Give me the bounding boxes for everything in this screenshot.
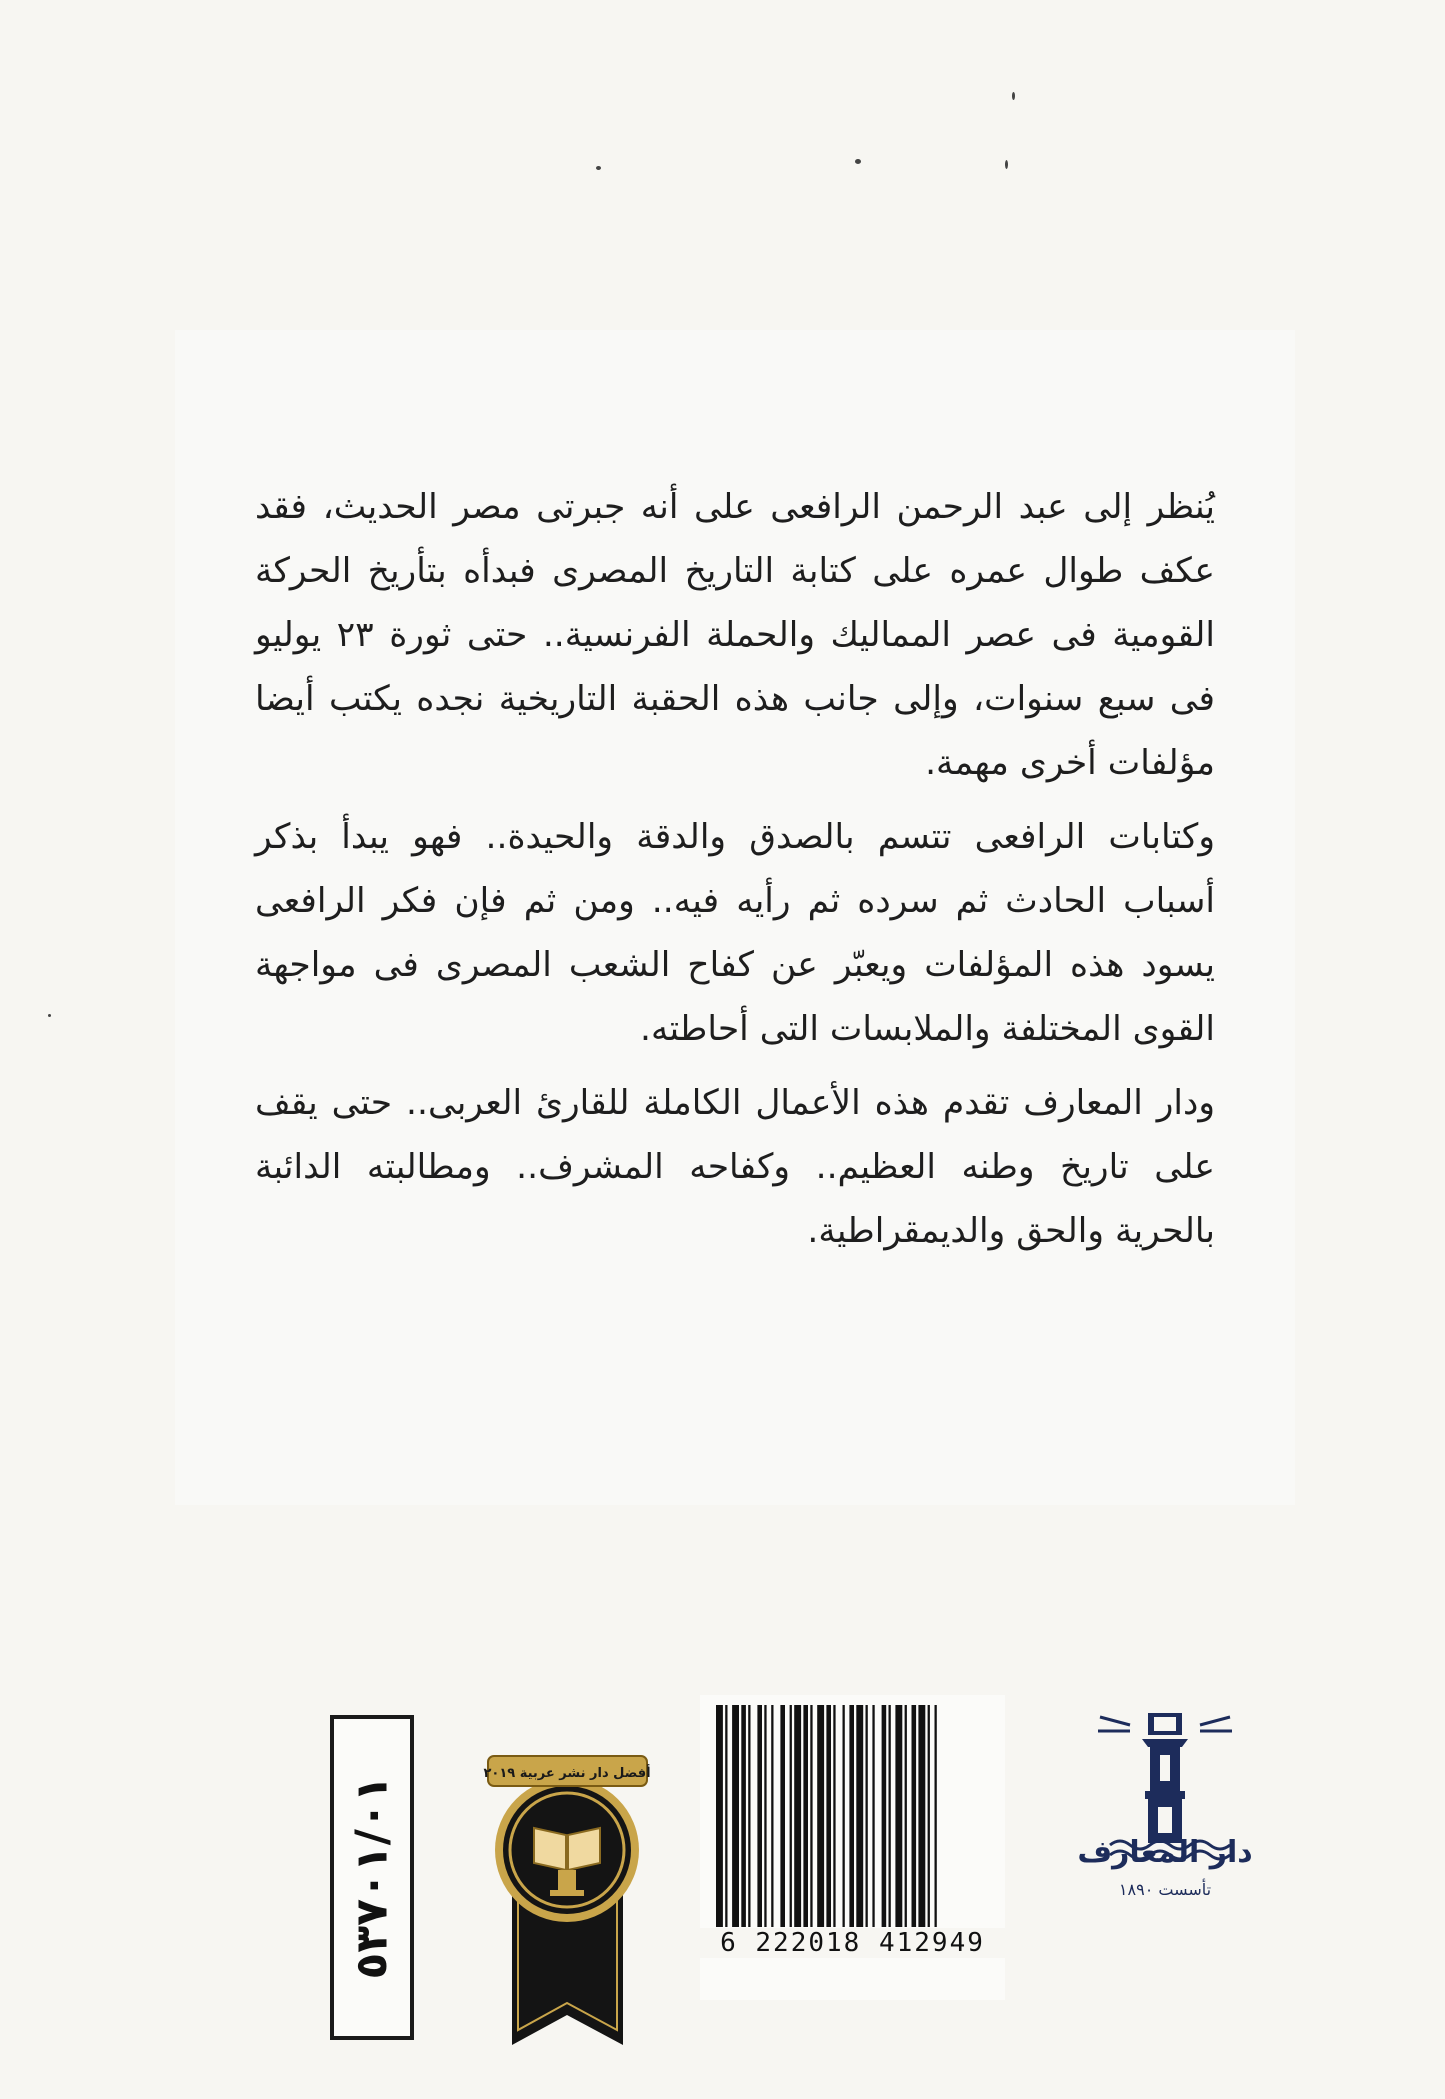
- barcode-bar: [872, 1705, 874, 1927]
- barcode-bar: [764, 1705, 766, 1927]
- barcode-bar: [817, 1705, 824, 1927]
- barcode-bar: [732, 1705, 739, 1927]
- speck: [1012, 92, 1015, 100]
- barcode-bar: [803, 1705, 808, 1927]
- barcode-bar: [912, 1705, 917, 1927]
- barcode-bar: [716, 1705, 723, 1927]
- barcode-bar: [843, 1705, 845, 1927]
- blurb-paragraph-1: يُنظر إلى عبد الرحمن الرافعى على أنه جبرتى مصر الحديث، فقد عكف طوال عمره على كتابة التاريخ المصرى فبدأه بتأريخ الحركة القومية فى عصر المماليك والحملة الفرنسية.. حتى ثورة ٢٣ يوليو فى سبع سنوات، وإلى جانب هذه الحقبة التاريخية نجده يكتب أيضا مؤلفات أخرى مهمة.: [255, 487, 1215, 783]
- barcode-number: 6 222018 412949: [700, 1928, 1005, 1958]
- barcode-bar: [905, 1705, 907, 1927]
- barcode-bar: [849, 1705, 854, 1927]
- barcode-bar: [918, 1705, 925, 1927]
- back-cover-blurb: [255, 475, 1215, 1273]
- barcode-bar: [889, 1705, 891, 1927]
- catalog-number: ٥٣٧٠١/٠١: [346, 1775, 398, 1980]
- barcode-bar: [780, 1705, 785, 1927]
- barcode-bar: [748, 1705, 750, 1927]
- barcode-bar: [882, 1705, 887, 1927]
- blurb-paragraph-3: ودار المعارف تقدم هذه الأعمال الكاملة للقارئ العربى.. حتى يقف على تاريخ وطنه العظيم.. وكفاحه المشرف.. ومطالبته الدائبة بالحرية والحق والديمقراطية.: [255, 1083, 1215, 1251]
- barcode-bar: [794, 1705, 801, 1927]
- speck: [855, 159, 861, 164]
- speck: [596, 166, 601, 170]
- award-badge: [480, 1710, 655, 2050]
- barcode-bar: [757, 1705, 762, 1927]
- barcode-bar: [928, 1705, 930, 1927]
- barcode-bar: [790, 1705, 792, 1927]
- blurb-paragraph-2: وكتابات الرافعى تتسم بالصدق والدقة والحيدة.. فهو يبدأ بذكر أسباب الحادث ثم سرده ثم رأيه فيه.. ومن ثم فإن فكر الرافعى يسود هذه المؤلفات ويعبّر عن كفاح الشعب المصرى فى مواجهة القوى المختلفة والملابسات التى أحاطته.: [255, 817, 1215, 1049]
- barcode-bar: [935, 1705, 937, 1927]
- barcode-bar: [826, 1705, 831, 1927]
- barcode-bar: [741, 1705, 746, 1927]
- barcode-bar: [856, 1705, 863, 1927]
- barcode-bar: [810, 1705, 812, 1927]
- award-ribbon-text: أفضل دار نشر عربية ٢٠١٩: [483, 1766, 651, 1781]
- speck: [48, 1014, 51, 1017]
- speck: [1005, 160, 1008, 169]
- publisher-name: دار المعارف: [1077, 1835, 1253, 1870]
- barcode-bar: [833, 1705, 835, 1927]
- barcode-bar: [866, 1705, 868, 1927]
- publisher-established: تأسست ١٨٩٠: [1118, 1880, 1212, 1899]
- catalog-number-box: [330, 1715, 414, 2040]
- barcode-bar: [895, 1705, 902, 1927]
- barcode-bar: [771, 1705, 773, 1927]
- barcode-bar: [725, 1705, 727, 1927]
